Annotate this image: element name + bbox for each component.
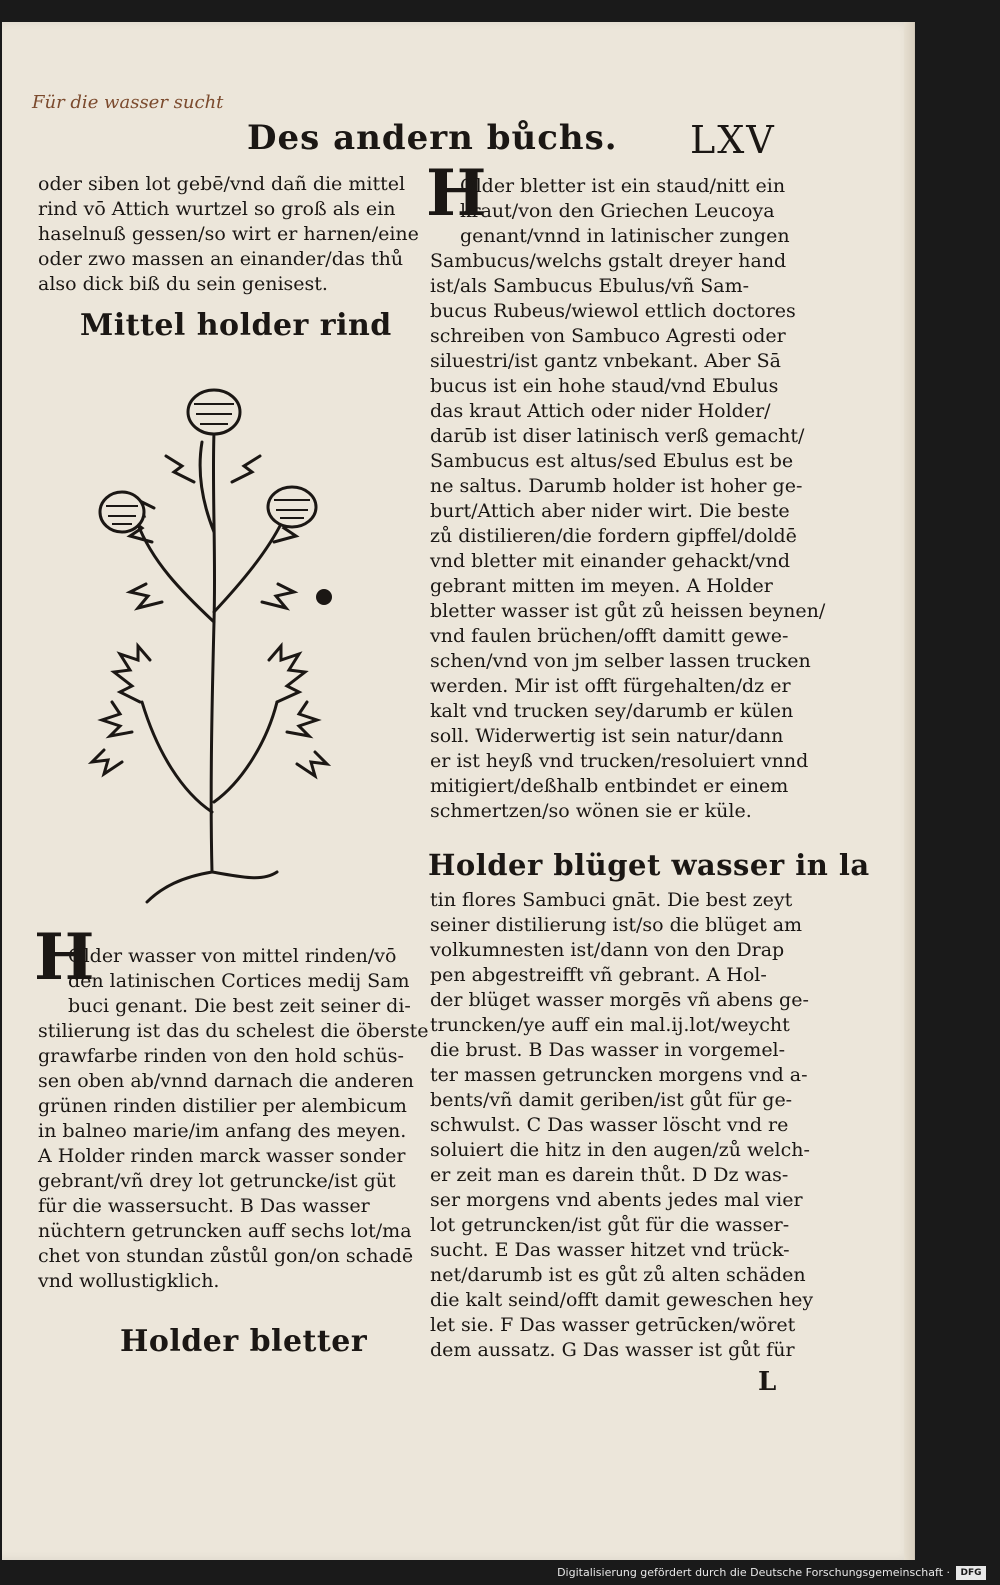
text-line: nüchtern getruncken auff sechs lot/ma [38, 1220, 412, 1242]
text-line: er zeit man es darein thůt. D Dz was- [430, 1164, 789, 1186]
text-line: gebrant/vñ drey lot getruncke/ist güt [38, 1170, 396, 1192]
text-line: grawfarbe rinden von den hold schüs- [38, 1045, 404, 1067]
text-line: das kraut Attich oder nider Holder/ [430, 400, 771, 422]
text-line: schwulst. C Das wasser löscht vnd re [430, 1114, 789, 1136]
running-header-title: Des andern bůchs. [247, 118, 618, 158]
text-line: der blüget wasser morgēs vñ abens ge- [430, 989, 809, 1011]
text-line: rind vō Attich wurtzel so groß als ein [38, 198, 396, 220]
drop-cap-h: H [34, 920, 95, 995]
text-line: den latinischen Cortices medij Sam [68, 970, 410, 992]
signature-mark: L [758, 1367, 777, 1397]
text-line: in balneo marie/im anfang des meyen. [38, 1120, 407, 1142]
text-line: bucus Rubeus/wiewol ettlich doctores [430, 300, 796, 322]
text-line: burt/Attich aber nider wirt. Die beste [430, 500, 790, 522]
text-line: Older bletter ist ein staud/nitt ein [460, 175, 786, 197]
text-line: siluestri/ist gantz vnbekant. Aber Sā [430, 350, 782, 372]
text-line: oder siben lot gebē/vnd dañ die mittel [38, 173, 406, 195]
text-line: sen oben ab/vnnd darnach die anderen [38, 1070, 414, 1092]
text-line: Older wasser von mittel rinden/vō [68, 945, 397, 967]
text-line: schmertzen/so wönen sie er küle. [430, 800, 752, 822]
text-line: ser morgens vnd abents jedes mal vier [430, 1189, 803, 1211]
text-line: Sambucus est altus/sed Ebulus est be [430, 450, 794, 472]
text-line: mitigiert/deßhalb entbindet er einem [430, 775, 789, 797]
text-line: zů distilieren/die fordern gipffel/doldē [430, 525, 797, 547]
text-line: er ist heyß vnd trucken/resoluiert vnnd [430, 750, 809, 772]
text-line: ne saltus. Darumb holder ist hoher ge- [430, 475, 803, 497]
text-line: volkumnesten ist/dann von den Drap [430, 939, 785, 961]
drop-cap-h: H [426, 156, 487, 231]
text-line: A Holder rinden marck wasser sonder [38, 1145, 406, 1167]
text-line: kalt vnd trucken sey/darumb er külen [430, 700, 794, 722]
text-line: darūb ist diser latinisch verß gemacht/ [430, 425, 805, 447]
text-line: let sie. F Das wasser getrūcken/wöret [430, 1314, 796, 1336]
text-line: die kalt seind/offt damit geweschen hey [430, 1289, 814, 1311]
text-line: dem aussatz. G Das wasser ist gůt für [430, 1339, 795, 1361]
section-heading-mittel-holder-rind: Mittel holder rind [80, 308, 392, 343]
text-line: sucht. E Das wasser hitzet vnd trück- [430, 1239, 790, 1261]
text-line: vnd wollustigklich. [38, 1270, 220, 1292]
text-line: vnd bletter mit einander gehackt/vnd [430, 550, 791, 572]
text-line: bletter wasser ist gůt zů heissen beynen/ [430, 600, 826, 622]
text-line: die brust. B Das wasser in vorgemel- [430, 1039, 786, 1061]
text-line: ist/als Sambucus Ebulus/vñ Sam- [430, 275, 750, 297]
text-line: bucus ist ein hohe staud/vnd Ebulus [430, 375, 779, 397]
text-line: vnd faulen brüchen/offt damitt gewe- [430, 625, 789, 647]
text-line: haselnuß gessen/so wirt er harnen/eine [38, 223, 419, 245]
text-line: für die wassersucht. B Das wasser [38, 1195, 370, 1217]
text-line: net/darumb ist es gůt zů alten schäden [430, 1264, 806, 1286]
text-line: werden. Mir ist offt fürgehalten/dz er [430, 675, 791, 697]
text-line: tin flores Sambuci gnāt. Die best zeyt [430, 889, 793, 911]
text-line: schreiben von Sambuco Agresti oder [430, 325, 786, 347]
section-heading-holder-blueget-wasser: Holder blüget wasser in la [428, 848, 870, 882]
book-page [2, 22, 915, 1560]
text-line: seiner distilierung ist/so die blüget am [430, 914, 803, 936]
text-line: pen abgestreifft vñ gebrant. A Hol- [430, 964, 767, 986]
right-column-top-text [430, 174, 826, 824]
text-line: Sambucus/welchs gstalt dreyer hand [430, 250, 787, 272]
right-column-middle-text [430, 888, 814, 1363]
text-line: also dick biß du sein genisest. [38, 273, 328, 295]
text-line: soluiert die hitz in den augen/zů welch- [430, 1139, 810, 1161]
dfg-logo[interactable]: DFG [956, 1566, 986, 1580]
text-line: gebrant mitten im meyen. A Holder [430, 575, 773, 597]
text-line: grünen rinden distilier per alembicum [38, 1095, 407, 1117]
handwritten-margin-note: Für die wasser sucht [32, 92, 224, 113]
text-line: bents/vñ damit geriben/ist gůt für ge- [430, 1089, 793, 1111]
left-column-top-text [38, 172, 419, 297]
text-line: chet von stundan zůstůl gon/on schadē [38, 1245, 414, 1267]
text-line: buci genant. Die best zeit seiner di- [68, 995, 411, 1017]
text-line: schen/vnd von jm selber lassen trucken [430, 650, 811, 672]
text-line: soll. Widerwertig ist sein natur/dann [430, 725, 784, 747]
text-line: lot getruncken/ist gůt für die wasser- [430, 1214, 790, 1236]
page-edge [904, 22, 914, 1560]
text-line: stilierung ist das du schelest die öberste [38, 1020, 429, 1042]
footer-bar [0, 1563, 1000, 1585]
left-column-bottom-text [38, 944, 429, 1294]
elder-plant-woodcut-icon [62, 372, 362, 917]
text-line: oder zwo massen an einander/das thů [38, 248, 404, 270]
folio-number: LXV [690, 118, 776, 162]
text-line: genant/vnnd in latinischer zungen [460, 225, 790, 247]
text-line: truncken/ye auff ein mal.ij.lot/weycht [430, 1014, 790, 1036]
funding-notice: Digitalisierung gefördert durch die Deutsche Forschungsgemeinschaft · [557, 1566, 950, 1579]
text-line: ter massen getruncken morgens vnd a- [430, 1064, 808, 1086]
text-line: kraut/von den Griechen Leucoya [460, 200, 775, 222]
section-heading-holder-bletter: Holder bletter [120, 1324, 368, 1359]
